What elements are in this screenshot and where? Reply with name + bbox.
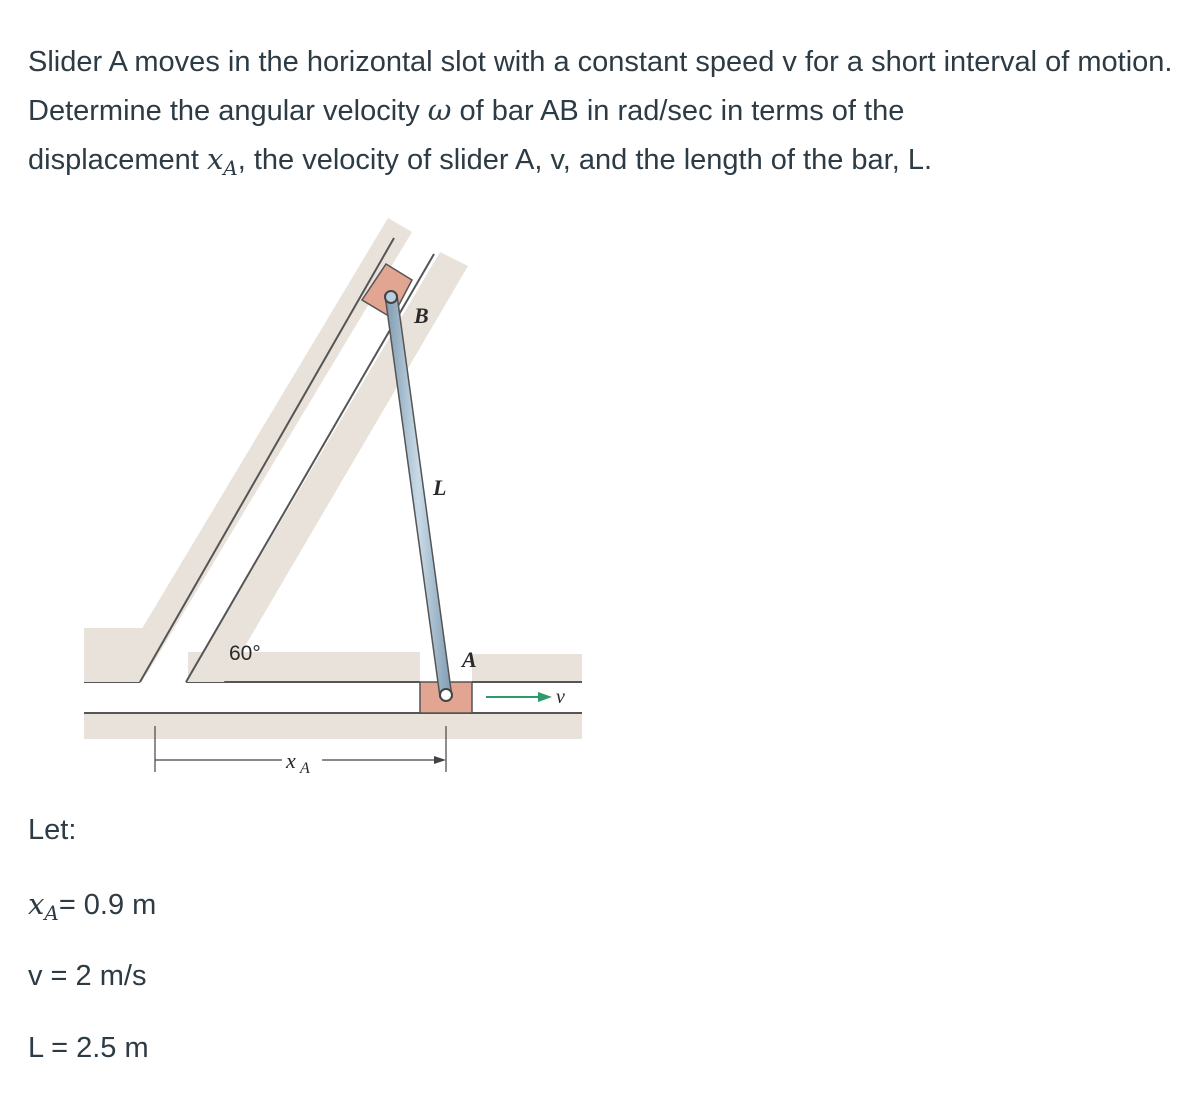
problem-text-3: displacement [28, 144, 207, 176]
x-subscript: A [223, 156, 238, 180]
velocity-arrow-head [538, 692, 552, 702]
given-xa [28, 886, 156, 925]
pin-a [440, 689, 452, 701]
slot-wall-upper-right [472, 654, 582, 682]
xa-label-x: x [286, 748, 296, 773]
problem-text-1: Slider A moves in the horizontal slot with a constant speed v for a short interval of motion. Determine the angular velocity [28, 46, 1173, 127]
angle-label: 60° [229, 642, 261, 665]
given-xa-subscript: A [44, 901, 59, 925]
dimension-arrow-head [434, 756, 446, 764]
label-a: A [462, 647, 477, 672]
omega-symbol: ω [427, 93, 452, 127]
label-l: L [433, 475, 447, 500]
given-v: v = 2 m/s [28, 960, 147, 992]
given-l: L = 2.5 m [28, 1032, 149, 1064]
label-v: v [556, 686, 565, 708]
given-heading: Let: [28, 814, 77, 846]
label-b: B [414, 303, 429, 328]
problem-text-4: , the velocity of slider A, v, and the length of the bar, L. [237, 144, 933, 176]
x-symbol: x [206, 142, 224, 176]
given-xa-value: = 0.9 m [58, 889, 157, 921]
xa-label-sub: A [300, 760, 310, 777]
pin-b [385, 291, 397, 303]
problem-text-2: of bar AB in rad/sec in terms of the [451, 95, 905, 127]
given-xa-symbol: x [28, 887, 45, 921]
slot-wall-lower [84, 713, 582, 739]
